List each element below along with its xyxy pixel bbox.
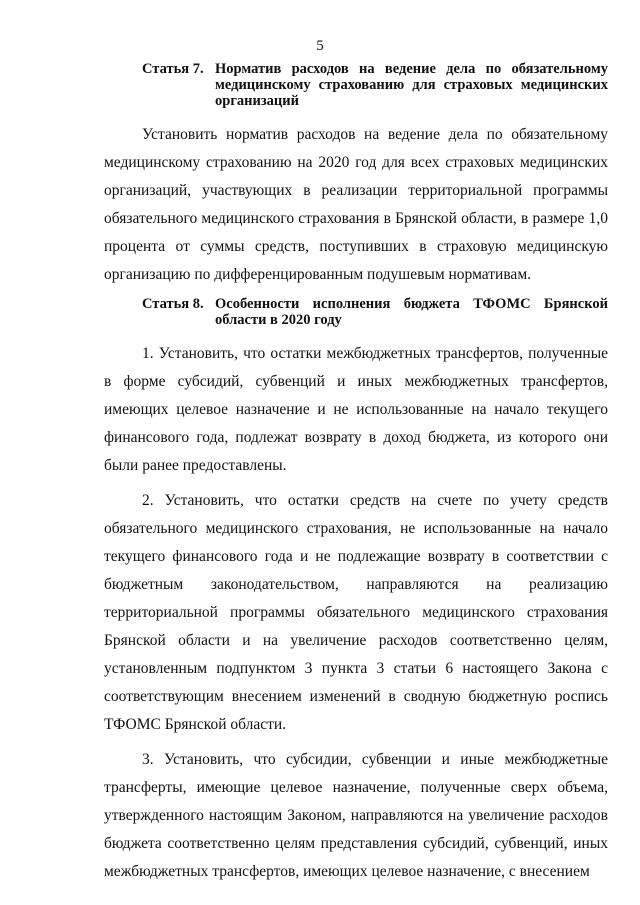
document-body (104, 61, 608, 886)
article-8-title: Особенности исполнения бюджета ТФОМС Брянской области в 2020 году (215, 296, 608, 328)
article-8-heading (104, 296, 608, 328)
article-8-item-1: 1. Установить, что остатки межбюджетных трансфертов, полученные в форме субсидий, субвенций и иных межбюджетных трансфертов, имеющих целевое назначение и не использованные на начало текущего финансового года, подлежат возврату в доход бюджета, из которого они были ранее предоставлены. (104, 345, 608, 474)
article-8-item-3: 3. Установить, что субсидии, субвенции и иные межбюджетные трансферты, имеющие целевое назначение, полученные сверх объема, утвержденного настоящим Законом, направляются на увеличение расходов бюджета соответственно целям представления субсидий, субвенций, иных межбюджетных трансфертов, имеющих целевое назначение, с внесением (104, 751, 608, 880)
page-number: 5 (316, 38, 324, 54)
article-7-label: Статья 7. (142, 61, 204, 77)
article-7-heading (104, 61, 608, 109)
article-7-paragraph: Установить норматив расходов на ведение дела по обязательному медицинскому страхованию на 2020 год для всех страховых медицинских организаций, участвующих в реализации территориальной программы обязательного медицинского страхования в Брянской области, в размере 1,0 процента от суммы средств, поступивших в страховую медицинскую организацию по дифференцированным подушевым нормативам. (104, 126, 608, 283)
article-7-title: Норматив расходов на ведение дела по обязательному медицинскому страхованию для страховых медицинских организаций (215, 61, 608, 109)
article-8-label: Статья 8. (142, 296, 204, 312)
article-8-item-2: 2. Установить, что остатки средств на счете по учету средств обязательного медицинского страхования, не использованные на начало текущего финансового года и не подлежащие возврату в соответствии с бюджетным законодательством, направляются на реализацию территориальной программы обязательного медицинского страхования Брянской области и на увеличение расходов соответственно целям, установленным подпунктом 3 пункта 3 статьи 6 настоящего Закона с соответствующим внесением изменений в сводную бюджетную роспись ТФОМС Брянской области. (104, 492, 608, 733)
